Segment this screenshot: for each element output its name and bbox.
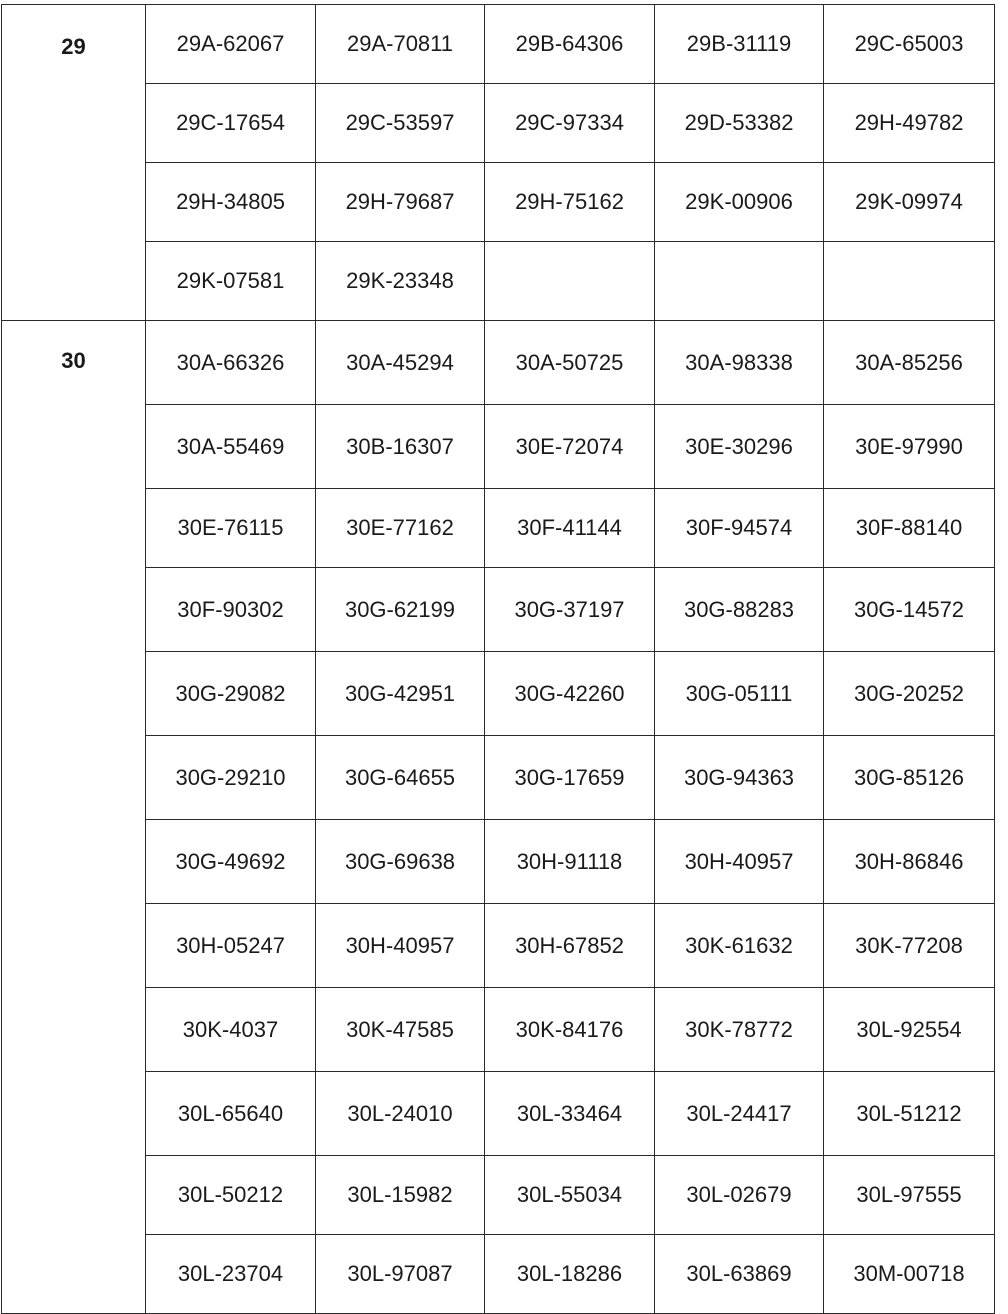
plate-cell: 30L-92554 — [824, 988, 995, 1072]
plate-cell: 30E-30296 — [655, 405, 824, 489]
group-label-cell — [2, 321, 146, 1314]
plate-cell: 30G-05111 — [655, 652, 824, 736]
plate-cell: 29A-62067 — [146, 5, 316, 84]
plate-cell: 30G-64655 — [316, 736, 485, 820]
plate-cell: 30A-50725 — [485, 321, 655, 405]
plate-cell: 30E-76115 — [146, 489, 316, 568]
table-row — [2, 652, 995, 736]
table-row — [2, 1235, 995, 1314]
group-label-cell — [2, 5, 146, 321]
plate-cell: 29C-17654 — [146, 84, 316, 163]
plate-cell: 30L-24417 — [655, 1072, 824, 1156]
table-row — [2, 904, 995, 988]
plate-cell: 30G-69638 — [316, 820, 485, 904]
plate-cell: 29D-53382 — [655, 84, 824, 163]
plate-cell: 30A-85256 — [824, 321, 995, 405]
table-row — [2, 736, 995, 820]
plate-cell: 29K-09974 — [824, 163, 995, 242]
plate-cell: 30K-47585 — [316, 988, 485, 1072]
table-row — [2, 988, 995, 1072]
plate-cell: 30H-05247 — [146, 904, 316, 988]
plate-cell: 30E-77162 — [316, 489, 485, 568]
plate-cell: 29K-00906 — [655, 163, 824, 242]
plate-cell — [655, 242, 824, 321]
plate-cell: 30K-4037 — [146, 988, 316, 1072]
plate-cell: 30M-00718 — [824, 1235, 995, 1314]
plate-cell: 30F-88140 — [824, 489, 995, 568]
plate-cell: 29H-34805 — [146, 163, 316, 242]
plate-cell: 30G-14572 — [824, 568, 995, 652]
table-row — [2, 1156, 995, 1235]
plate-cell: 30E-72074 — [485, 405, 655, 489]
plate-cell: 30G-29082 — [146, 652, 316, 736]
table-row — [2, 820, 995, 904]
plate-cell: 30G-42951 — [316, 652, 485, 736]
plate-cell: 30L-18286 — [485, 1235, 655, 1314]
plate-cell: 30L-97087 — [316, 1235, 485, 1314]
plate-cell: 30H-40957 — [655, 820, 824, 904]
plate-cell: 29K-23348 — [316, 242, 485, 321]
plate-cell: 30G-37197 — [485, 568, 655, 652]
plate-cell: 30L-15982 — [316, 1156, 485, 1235]
table-row — [2, 163, 995, 242]
plate-cell: 30H-67852 — [485, 904, 655, 988]
plate-cell: 30L-55034 — [485, 1156, 655, 1235]
plate-cell: 30G-17659 — [485, 736, 655, 820]
plate-cell: 29H-75162 — [485, 163, 655, 242]
plate-cell: 29H-79687 — [316, 163, 485, 242]
table-row — [2, 242, 995, 321]
table-row — [2, 405, 995, 489]
plate-cell: 30K-77208 — [824, 904, 995, 988]
plate-cell: 30L-33464 — [485, 1072, 655, 1156]
plate-cell: 30L-63869 — [655, 1235, 824, 1314]
plate-cell: 30A-45294 — [316, 321, 485, 405]
plate-cell: 29A-70811 — [316, 5, 485, 84]
plate-cell: 30H-40957 — [316, 904, 485, 988]
table-row — [2, 84, 995, 163]
plate-cell: 29C-65003 — [824, 5, 995, 84]
plate-cell: 30L-65640 — [146, 1072, 316, 1156]
plate-cell: 30G-29210 — [146, 736, 316, 820]
plate-cell: 30L-51212 — [824, 1072, 995, 1156]
plate-cell: 30G-42260 — [485, 652, 655, 736]
plate-cell: 30K-84176 — [485, 988, 655, 1072]
table-row — [2, 321, 995, 405]
plate-cell: 30A-98338 — [655, 321, 824, 405]
plate-cell: 29H-49782 — [824, 84, 995, 163]
group-30 — [2, 321, 995, 1314]
plate-cell: 30K-78772 — [655, 988, 824, 1072]
table-row — [2, 568, 995, 652]
plate-cell: 30H-91118 — [485, 820, 655, 904]
plate-cell: 29K-07581 — [146, 242, 316, 321]
plate-cell: 30L-24010 — [316, 1072, 485, 1156]
plate-cell — [485, 242, 655, 321]
group-29 — [2, 5, 995, 321]
table-row — [2, 5, 995, 84]
plate-cell: 30H-86846 — [824, 820, 995, 904]
table-row — [2, 1072, 995, 1156]
plate-cell: 30B-16307 — [316, 405, 485, 489]
plate-cell: 30A-66326 — [146, 321, 316, 405]
plate-cell: 30G-49692 — [146, 820, 316, 904]
plate-cell: 30F-90302 — [146, 568, 316, 652]
plate-cell: 30L-23704 — [146, 1235, 316, 1314]
plate-cell: 30A-55469 — [146, 405, 316, 489]
plate-cell: 29B-64306 — [485, 5, 655, 84]
plate-cell: 30G-94363 — [655, 736, 824, 820]
plate-cell: 29C-53597 — [316, 84, 485, 163]
plate-cell: 29C-97334 — [485, 84, 655, 163]
plate-cell: 30L-02679 — [655, 1156, 824, 1235]
plate-cell: 30G-85126 — [824, 736, 995, 820]
plate-cell: 30F-41144 — [485, 489, 655, 568]
group-label: 30 — [61, 348, 86, 373]
plate-cell: 30K-61632 — [655, 904, 824, 988]
plate-cell: 30L-97555 — [824, 1156, 995, 1235]
plate-cell: 29B-31119 — [655, 5, 824, 84]
plate-cell: 30G-88283 — [655, 568, 824, 652]
plate-cell: 30G-20252 — [824, 652, 995, 736]
plate-cell: 30L-50212 — [146, 1156, 316, 1235]
plate-cell: 30G-62199 — [316, 568, 485, 652]
plate-number-table — [1, 4, 995, 1314]
table-row — [2, 489, 995, 568]
plate-cell: 30F-94574 — [655, 489, 824, 568]
plate-cell: 30E-97990 — [824, 405, 995, 489]
plate-cell — [824, 242, 995, 321]
group-label: 29 — [61, 34, 86, 59]
